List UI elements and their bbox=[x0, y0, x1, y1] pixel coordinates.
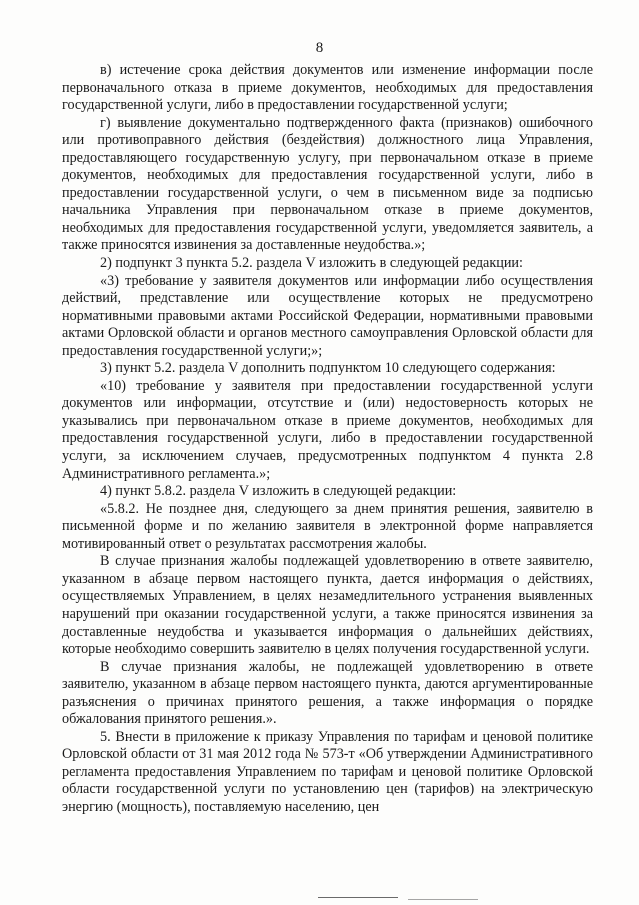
paragraph-subitem-g: г) выявление документально подтвержденного факта (признаков) ошибочного или противоправного действия (бездействия) должностного лица Управления, предоставляющего государственную услугу, при первоначальном отказе в приеме документов, необходимых для предоставления государственной услуги, либо в предоставлении государственной услуги, о чем в письменном виде за подписью начальника Управления при первоначальном отказе в приеме документов, необходимых для предоставления государственной услуги, уведомляется заявитель, а также приносятся извинения за доставленные неудобства.»; bbox=[62, 114, 593, 254]
paragraph-quote-10: «10) требование у заявителя при предоставлении государственной услуги документов или информации, отсутствие и (или) недостоверность которых не указывались при первоначальном отказе в приеме документов, необходимых для предоставления государственной услуги, либо в предоставлении государственной услуги, за исключением случаев, предусмотренных подпунктом 4 пункта 2.8 Административного регламента.»; bbox=[62, 377, 593, 482]
page-number: 8 bbox=[315, 40, 324, 56]
document-body bbox=[62, 62, 593, 817]
paragraph-complaint-rejected: В случае признания жалобы, не подлежащей удовлетворению в ответе заявителю, указанном в абзаце первом настоящего пункта, даются аргументированные разъяснения о причинах принятого решения, а также информация о порядке обжалования принятого решения.». bbox=[62, 658, 593, 728]
paragraph-quote-5-8-2: «5.8.2. Не позднее дня, следующего за днем принятия решения, заявителю в письменной форме и по желанию заявителя в электронной форме направляется мотивированный ответ о результатах рассмотрения жалобы. bbox=[62, 500, 593, 552]
paragraph-quote-3: «3) требование у заявителя документов или информации либо осуществления действий, представление или осуществление которых не предусмотрено нормативными правовыми актами Российской Федерации, нормативными правовыми актами Орловской области и органов местного самоуправления Орловской области для предоставления государственной услуги;»; bbox=[62, 272, 593, 359]
paragraph-item-4: 4) пункт 5.8.2. раздела V изложить в следующей редакции: bbox=[100, 483, 457, 500]
scan-artifact-line bbox=[408, 899, 478, 900]
paragraph-subitem-v: в) истечение срока действия документов или изменение информации после первоначального отказа в приеме документов, необходимых для предоставления государственной услуги, либо в предоставлении государственной услуги; bbox=[62, 62, 593, 114]
paragraph-item-3: 3) пункт 5.2. раздела V дополнить подпунктом 10 следующего содержания: bbox=[100, 360, 556, 377]
scan-artifact-line bbox=[318, 897, 398, 898]
paragraph-complaint-satisfied: В случае признания жалобы подлежащей удовлетворению в ответе заявителю, указанном в абзаце первом настоящего пункта, дается информация о действиях, осуществляемых Управлением, в целях незамедлительного устранения выявленных нарушений при оказании государственной услуги, а также приносятся извинения за доставленные неудобства и указывается информация о дальнейших действиях, которые необходимо совершить заявителю в целях получения государственной услуги. bbox=[62, 553, 593, 658]
paragraph-item-2: 2) подпункт 3 пункта 5.2. раздела V изложить в следующей редакции: bbox=[100, 255, 523, 272]
paragraph-item-5: 5. Внести в приложение к приказу Управления по тарифам и ценовой политике Орловской области от 31 мая 2012 года № 573-т «Об утверждении Административного регламента предоставления Управлением по тарифам и ценовой политике Орловской области государственной услуги по установлению цен (тарифов) на электрическую энергию (мощность), поставляемую населению, цен bbox=[62, 728, 593, 815]
